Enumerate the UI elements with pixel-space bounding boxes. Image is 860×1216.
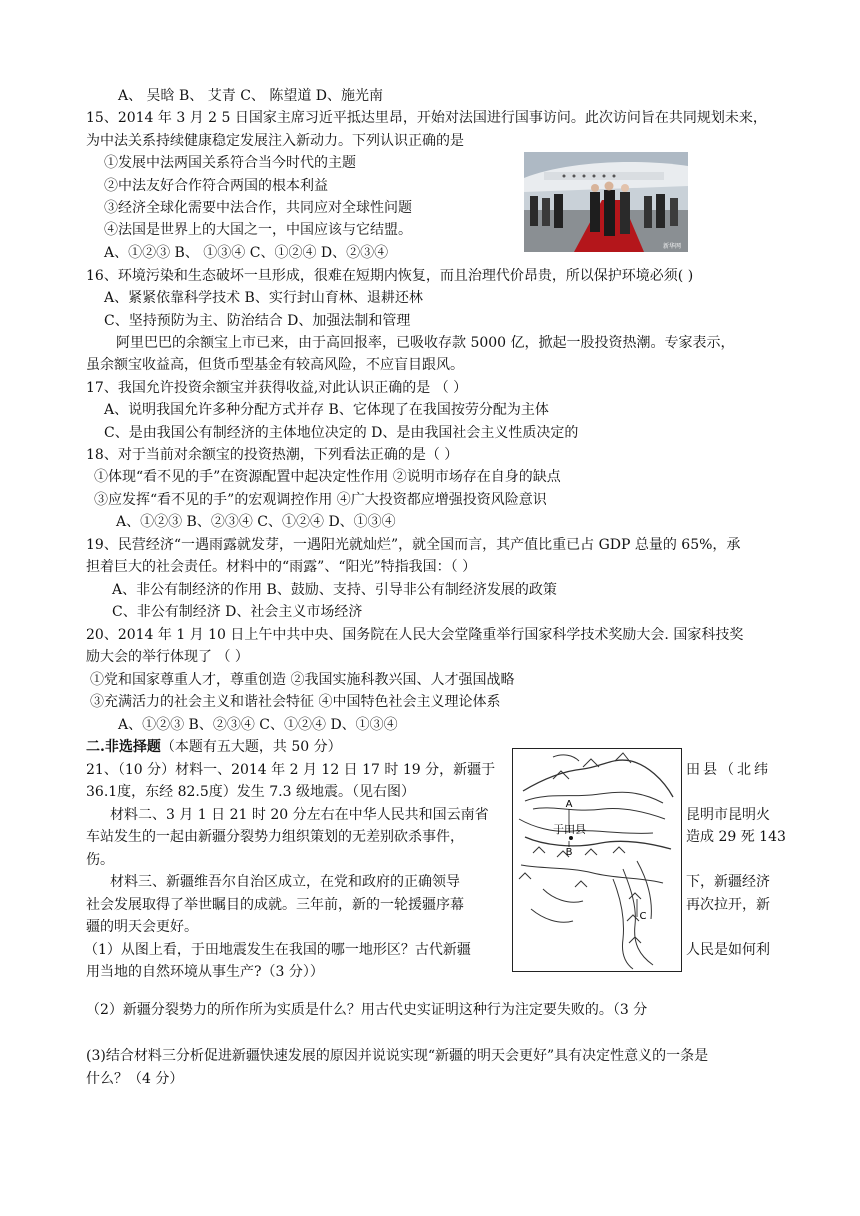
q16-stem: 16、环境污染和生态破坏一旦形成，很难在短期内恢复，而且治理代价昂贵，所以保护环境必须( ): [86, 268, 694, 284]
q21-m2-right-1: 昆明市昆明火: [686, 807, 770, 823]
passage-line2: 虽余额宝收益高，但货币型基金有较高风险，不应盲目跟风。: [86, 357, 464, 373]
xinjiang-map-drawing: [513, 749, 681, 971]
q16-options-line2: C、坚持预防为主、防治结合 D、加强法制和管理: [104, 313, 411, 329]
q21-m1-line1: 21、（10 分）材料一、2014 年 2 月 12 日 17 时 19 分，新疆于: [86, 762, 496, 778]
q15-item-1: ①发展中法两国关系符合当今时代的主题: [104, 155, 356, 171]
q17-stem: 17、我国允许投资余额宝并获得收益,对此认识正确的是 （ ）: [86, 380, 468, 396]
q19-stem-line1: 19、民营经济“一遇雨露就发芽，一遇阳光就灿烂”，就全国而言，其产值比重已占 GDP 总量的 65%，承: [86, 537, 741, 553]
q21-q1-right: 人民是如何利: [686, 942, 770, 958]
q21-q1-line1: （1）从图上看，于田地震发生在我国的哪一地形区？古代新疆: [84, 942, 471, 958]
q20-stem-line2: 励大会的举行体现了 （ ）: [86, 649, 249, 665]
q20-stem-line1: 20、2014 年 1 月 10 日上午中共中央、国务院在人民大会堂隆重举行国家科学技术奖励大会. 国家科技奖: [86, 627, 744, 643]
section2-header: [86, 737, 342, 757]
q15-item-3: ③经济全球化需要中法合作，共同应对全球性问题: [104, 200, 412, 216]
q18-options: A、①②③ B、②③④ C、①②④ D、①③④: [116, 514, 396, 530]
q15-item-4: ④法国是世界上的大国之一，中国应该与它结盟。: [104, 222, 412, 238]
map-label-c: C: [639, 911, 647, 922]
q19-options-line2: C、非公有制经济 D、社会主义市场经济: [112, 604, 363, 620]
q20-items-line2: ③充满活力的社会主义和谐社会特征 ④中国特色社会主义理论体系: [90, 694, 501, 710]
q18-stem: 18、对于当前对余额宝的投资热潮，下列看法正确的是（ ）: [86, 447, 459, 463]
q21-m2-line3: 伤。: [86, 852, 114, 868]
xinjiang-map: [512, 748, 682, 972]
q21-q3-line1: (3)结合材料三分析促进新疆快速发展的原因并说说实现“新疆的明天会更好”具有决定性意义的一条是: [86, 1048, 709, 1064]
q21-m2-right-2: 造成 29 死 143: [686, 829, 786, 845]
map-label-b: B: [565, 847, 573, 858]
q21-q2: （2）新疆分裂势力的所作所为实质是什么？用古代史实证明这种行为注定要失败的。（3 分: [86, 1002, 648, 1018]
q15-stem-line1: 15、2014 年 3 月 2 5 日国家主席习近平抵达里昂，开始对法国进行国事访问。此次访问旨在共同规划未来，: [86, 110, 767, 126]
q20-items-line1: ①党和国家尊重人才，尊重创造 ②我国实施科教兴国、人才强国战略: [90, 672, 515, 688]
q21-m1-right: 田县（北纬: [686, 762, 771, 778]
q15-stem-line2: 为中法关系持续健康稳定发展注入新动力。下列认识正确的是: [86, 133, 464, 149]
q21-m3-right-1: 下，新疆经济: [686, 874, 770, 890]
q21-m3-right-2: 再次拉开，新: [686, 897, 770, 913]
photo-watermark: 新华网: [662, 243, 682, 250]
state-visit-photo-image: [524, 152, 688, 252]
q21-m1-line2: 36.1度，东经 82.5度）发生 7.3 级地震。（见右图）: [86, 784, 415, 800]
q21-m3-line1: 材料三、新疆维吾尔自治区成立，在党和政府的正确领导: [110, 874, 460, 890]
map-label-place: 于田县: [553, 823, 586, 836]
q17-options-line1: A、说明我国允许多种分配方式并存 B、它体现了在我国按劳分配为主体: [104, 402, 549, 418]
q19-stem-line2: 担着巨大的社会责任。材料中的“雨露”、“阳光”特指我国：（ ）: [86, 559, 477, 575]
q15-options: A、①②③ B、 ①③④ C、①②④ D、②③④: [104, 245, 389, 261]
q16-options-line1: A、紧紧依靠科学技术 B、实行封山育林、退耕还林: [104, 290, 423, 306]
state-visit-photo: [524, 152, 688, 252]
q21-m3-line2: 社会发展取得了举世瞩目的成就。三年前，新的一轮援疆序幕: [86, 897, 464, 913]
section2-title: 二.非选择题: [86, 739, 161, 755]
q21-m3-line3: 疆的明天会更好。: [86, 919, 198, 935]
passage-line1: 阿里巴巴的余额宝上市已来，由于高回报率，已吸收存款 5000 亿，掀起一股投资热潮。专家表示，: [116, 335, 735, 351]
q14-options: A、 吴晗 B、 艾青 C、 陈望道 D、施光南: [118, 88, 384, 104]
q19-options-line1: A、非公有制经济的作用 B、鼓励、支持、引导非公有制经济发展的政策: [112, 582, 557, 598]
q15-item-2: ②中法友好合作符合两国的根本利益: [104, 178, 328, 194]
q20-options: A、①②③ B、②③④ C、①②④ D、①③④: [118, 717, 398, 733]
q18-items-line1: ①体现“看不见的手”在资源配置中起决定性作用 ②说明市场存在自身的缺点: [94, 469, 561, 485]
q21-m2-line1: 材料二、3 月 1 日 21 时 20 分左右在中华人民共和国云南省: [110, 807, 489, 823]
q17-options-line2: C、是由我国公有制经济的主体地位决定的 D、是由我国社会主义性质决定的: [104, 425, 579, 441]
q21-q3-line2: 什么？（4 分）: [86, 1071, 184, 1087]
q21-q1-line2: 用当地的自然环境从事生产?（3 分））: [86, 964, 324, 980]
q21-m2-line2: 车站发生的一起由新疆分裂势力组织策划的无差别砍杀事件，: [86, 829, 464, 845]
map-label-a: A: [565, 799, 573, 810]
q18-items-line2: ③应发挥“看不见的手”的宏观调控作用 ④广大投资都应增强投资风险意识: [94, 492, 547, 508]
section2-note: （本题有五大题，共 50 分）: [160, 739, 342, 755]
